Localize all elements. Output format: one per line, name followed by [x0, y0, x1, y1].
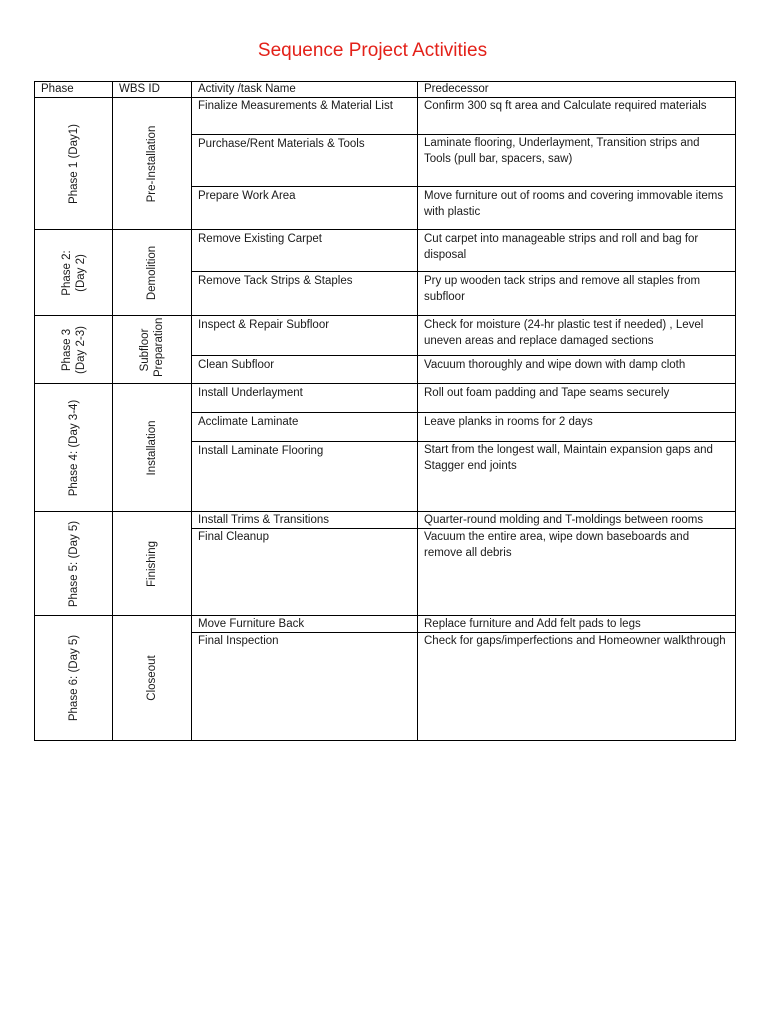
- phase-cell: [35, 616, 113, 741]
- wbs-cell: [113, 316, 192, 384]
- phase-label: Phase 5: (Day 5): [67, 520, 80, 607]
- predecessor-cell: Leave planks in rooms for 2 days: [418, 413, 736, 442]
- activity-cell: Acclimate Laminate: [192, 413, 418, 442]
- predecessor-cell: Roll out foam padding and Tape seams securely: [418, 384, 736, 413]
- wbs-cell: [113, 616, 192, 741]
- phase-cell: [35, 230, 113, 316]
- phase-label: Phase 6: (Day 5): [67, 634, 80, 722]
- wbs-label: Finishing: [146, 540, 158, 587]
- activity-cell: Prepare Work Area: [192, 187, 418, 230]
- phase-cell: [35, 98, 113, 230]
- predecessor-cell: Vacuum the entire area, wipe down baseboards and remove all debris: [418, 529, 736, 616]
- activity-cell: Remove Existing Carpet: [192, 230, 418, 272]
- activity-cell: Finalize Measurements & Material List: [192, 98, 418, 135]
- activity-cell: Move Furniture Back: [192, 616, 418, 633]
- predecessor-cell: Pry up wooden tack strips and remove all staples from subfloor: [418, 272, 736, 316]
- wbs-label: Subfloor Preparation: [139, 317, 165, 377]
- activity-cell: Purchase/Rent Materials & Tools: [192, 135, 418, 187]
- phase-cell: [35, 316, 113, 384]
- predecessor-cell: Check for gaps/imperfections and Homeowner walkthrough: [418, 633, 736, 741]
- activity-cell: Clean Subfloor: [192, 356, 418, 384]
- table-row: [35, 316, 736, 356]
- activity-cell: Install Underlayment: [192, 384, 418, 413]
- wbs-label: Pre-Installation: [146, 125, 158, 202]
- predecessor-cell: Check for moisture (24-hr plastic test if needed) , Level uneven areas and replace damaged sections: [418, 316, 736, 356]
- table-row: [35, 98, 736, 135]
- activity-cell: Final Inspection: [192, 633, 418, 741]
- wbs-label: Closeout: [146, 655, 158, 701]
- table-header-row: [35, 82, 736, 98]
- wbs-cell: [113, 384, 192, 512]
- wbs-label: Installation: [146, 420, 158, 475]
- phase-cell: [35, 384, 113, 512]
- table-row: [35, 230, 736, 272]
- phase-label: Phase 3 (Day 2-3): [60, 325, 87, 374]
- wbs-cell: [113, 512, 192, 616]
- predecessor-cell: Confirm 300 sq ft area and Calculate required materials: [418, 98, 736, 135]
- phase-label: Phase 4: (Day 3-4): [67, 399, 80, 496]
- wbs-label: Demolition: [146, 245, 158, 300]
- activity-cell: Inspect & Repair Subfloor: [192, 316, 418, 356]
- activity-cell: Install Trims & Transitions: [192, 512, 418, 529]
- table-row: [35, 384, 736, 413]
- activity-cell: Remove Tack Strips & Staples: [192, 272, 418, 316]
- wbs-cell: [113, 98, 192, 230]
- predecessor-cell: Start from the longest wall, Maintain expansion gaps and Stagger end joints: [418, 442, 736, 512]
- header-wbs-id: WBS ID: [113, 82, 192, 98]
- header-phase: Phase: [35, 82, 113, 98]
- activity-table: [34, 81, 736, 741]
- document-title: Sequence Project Activities: [257, 40, 488, 61]
- header-activity: Activity /task Name: [192, 82, 418, 98]
- predecessor-cell: Replace furniture and Add felt pads to legs: [418, 616, 736, 633]
- table-row: [35, 512, 736, 529]
- predecessor-cell: Laminate flooring, Underlayment, Transition strips and Tools (pull bar, spacers, saw): [418, 135, 736, 187]
- header-predecessor: Predecessor: [418, 82, 736, 98]
- activity-cell: Install Laminate Flooring: [192, 442, 418, 512]
- wbs-cell: [113, 230, 192, 316]
- table-row: [35, 616, 736, 633]
- phase-cell: [35, 512, 113, 616]
- predecessor-cell: Quarter-round molding and T-moldings between rooms: [418, 512, 736, 529]
- predecessor-cell: Vacuum thoroughly and wipe down with damp cloth: [418, 356, 736, 384]
- predecessor-cell: Cut carpet into manageable strips and roll and bag for disposal: [418, 230, 736, 272]
- predecessor-cell: Move furniture out of rooms and covering immovable items with plastic: [418, 187, 736, 230]
- activity-cell: Final Cleanup: [192, 529, 418, 616]
- phase-label: Phase 2: (Day 2): [60, 249, 87, 296]
- phase-label: Phase 1 (Day1): [67, 123, 80, 204]
